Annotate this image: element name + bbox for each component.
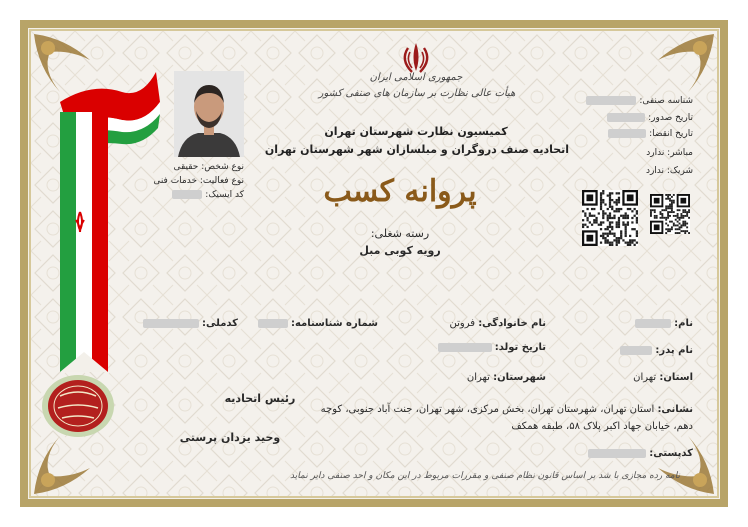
province-label: استان: <box>659 372 693 383</box>
address-label: نشانی: <box>657 404 693 415</box>
corner-ornament-top-right <box>648 30 718 100</box>
iran-emblem <box>398 40 434 74</box>
issue-date <box>607 113 693 123</box>
name-label: نام: <box>674 318 693 329</box>
guild-id-label: شناسه صنفی: <box>639 96 693 106</box>
isic-code <box>172 190 244 200</box>
footer-statement: نامه رده مجازی با شد بر اساس قانون نظام صنفی و مقررات مربوط در این مکان و احد صنفی دایر نماید <box>290 471 680 481</box>
family-name-field <box>449 318 546 329</box>
birth-date-field <box>438 342 546 353</box>
country-name: جمهوری اسلامی ایران <box>369 72 463 83</box>
qr-code-small <box>650 194 690 234</box>
signature-title: رئیس اتحادیه <box>224 392 296 405</box>
postal-code-redacted <box>588 449 646 458</box>
name-field <box>635 318 693 329</box>
guild-id <box>586 96 693 106</box>
union-name: اتحادیه صنف دروگران و مبلسازان شهر شهرستان تهران <box>264 143 570 156</box>
expiry-date <box>608 129 693 139</box>
father-name-label: نام پدر: <box>655 345 693 356</box>
partner-status: شریک: ندارد <box>645 166 693 176</box>
city-label: شهرستان: <box>493 372 546 383</box>
address-value-1: استان تهران، شهرستان تهران، بخش مرکزی، شهر تهران، جنت آباد جنوبی، کوچه <box>320 404 655 415</box>
job-category-label: رسته شغلی: <box>370 227 430 240</box>
birth-date-redacted <box>438 343 492 352</box>
province-field <box>633 372 693 383</box>
postal-code-label: کدپستی: <box>649 448 693 459</box>
id-number-redacted <box>258 319 288 328</box>
qr-code-large <box>582 190 638 246</box>
national-code-label: کدملی: <box>202 318 238 329</box>
guild-id-redacted <box>586 96 636 105</box>
corner-ornament-bottom-right <box>648 428 718 498</box>
id-number-field <box>258 318 378 329</box>
ministry-seal <box>38 372 118 440</box>
isic-redacted <box>172 190 202 199</box>
commission-name: کمیسیون نظارت شهرستان تهران <box>324 125 508 138</box>
id-number-label: شماره شناسنامه: <box>290 318 378 329</box>
national-code-redacted <box>143 319 199 328</box>
supervisory-board: هیأت عالی نظارت بر سازمان های صنفی کشور <box>318 88 516 99</box>
signature-name: وحید یزدان پرستی <box>179 431 281 444</box>
expiry-date-label: تاریخ انقضا: <box>649 129 693 139</box>
iran-flag-ribbon <box>52 62 162 382</box>
address-line-1 <box>321 404 693 415</box>
father-name-field <box>620 345 693 356</box>
city-value: تهران <box>466 372 490 383</box>
family-name-label: نام خانوادگی: <box>478 318 546 329</box>
name-redacted <box>635 319 671 328</box>
birth-date-label: تاریخ تولد: <box>494 342 546 353</box>
manager-status: مباشر: ندارد <box>646 148 693 158</box>
holder-photo <box>174 71 244 157</box>
job-category-value: رویه کوبی مبل <box>359 244 441 257</box>
activity-type: نوع فعالیت: خدمات فنی <box>153 176 244 186</box>
father-name-redacted <box>620 346 652 355</box>
postal-code-field <box>588 448 693 459</box>
province-value: تهران <box>633 372 657 383</box>
national-code-field <box>143 318 238 329</box>
address-line-2: دهم، خیابان جهاد اکبر پلاک ۵۸، طبقه همکف <box>511 421 693 432</box>
expiry-date-redacted <box>608 129 646 138</box>
isic-label: کد ایسیک: <box>205 190 244 200</box>
issue-date-redacted <box>607 113 645 122</box>
issue-date-label: تاریخ صدور: <box>648 113 693 123</box>
family-name-value: فروتن <box>449 318 475 329</box>
city-field <box>467 372 546 383</box>
person-type: نوع شخص: حقیقی <box>173 162 244 172</box>
license-title: پروانه کسب <box>323 174 477 209</box>
